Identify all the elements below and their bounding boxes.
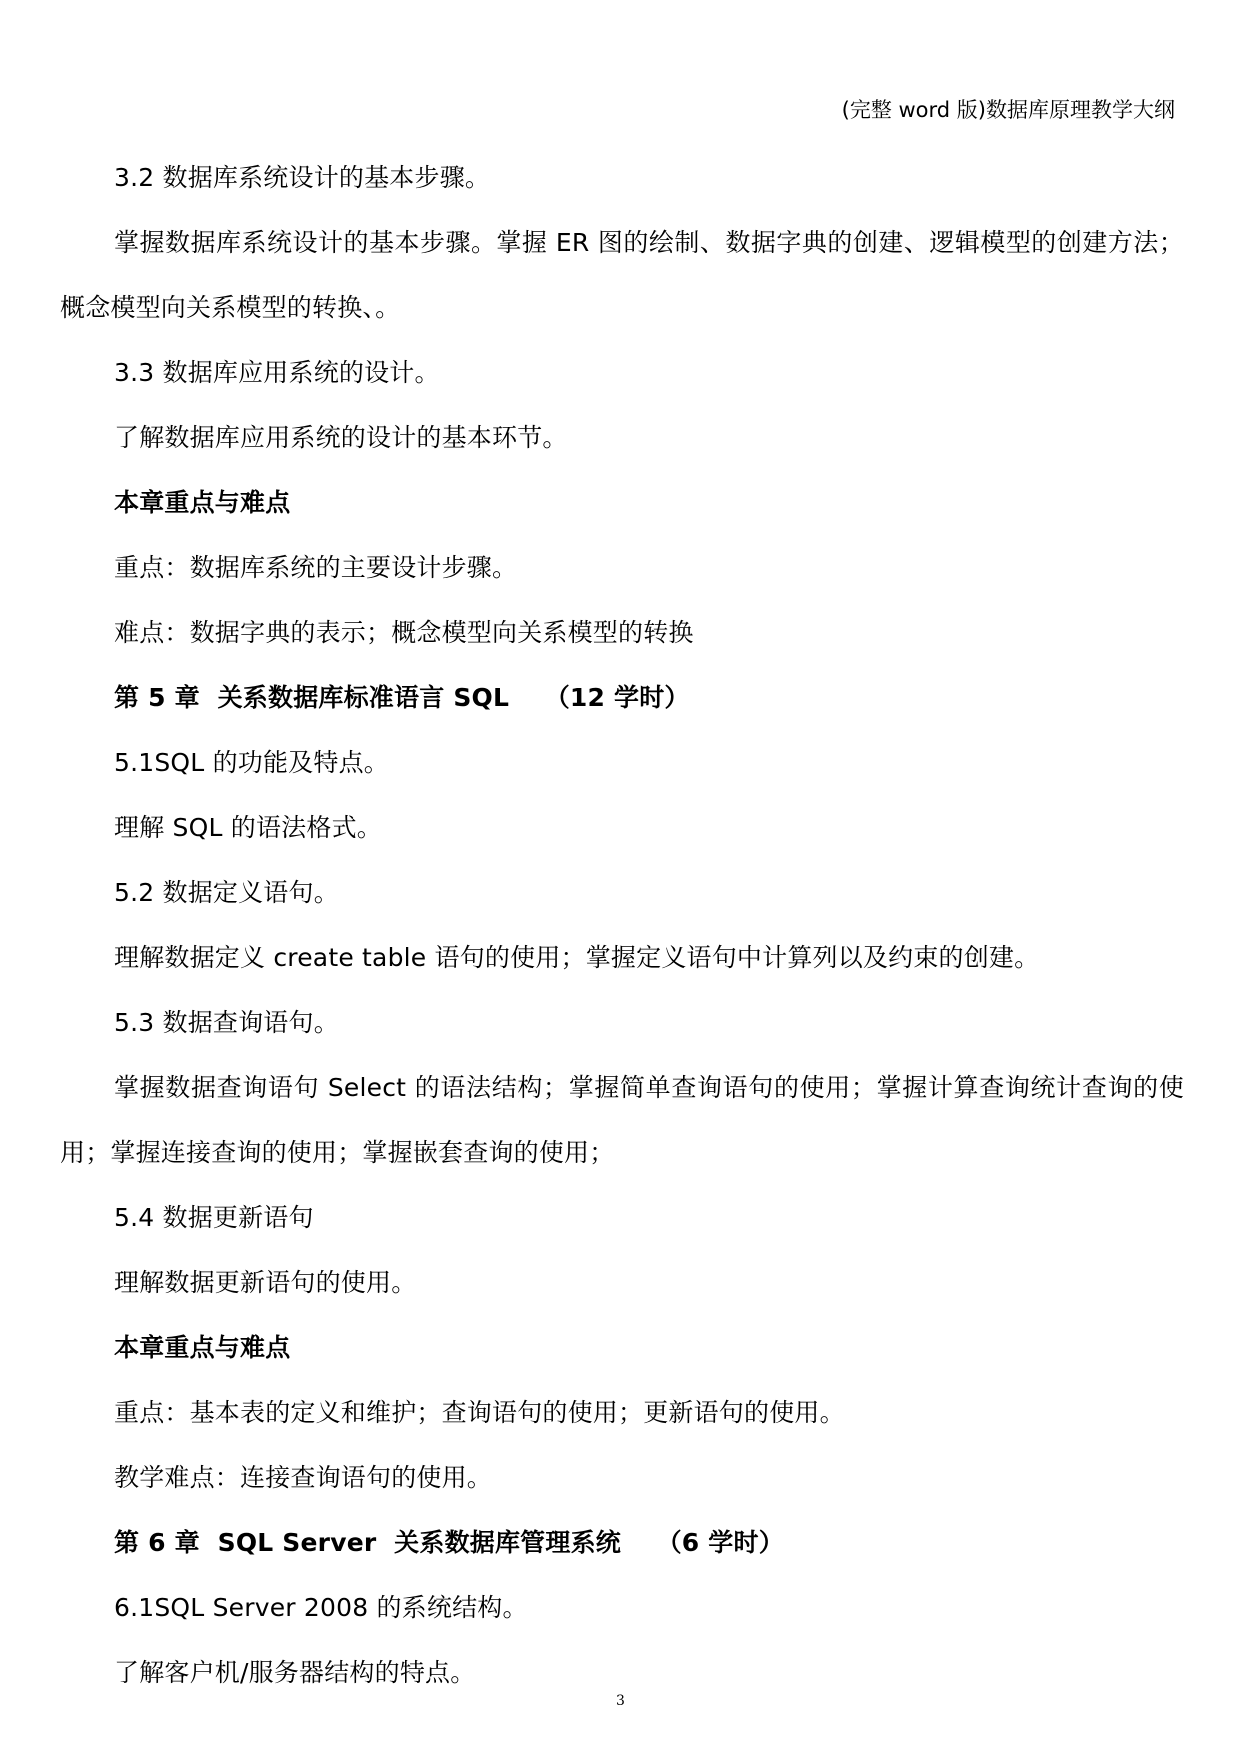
body-paragraph: 理解 SQL 的语法格式。 [114,813,382,842]
key-points-heading: 本章重点与难点 [114,1333,291,1362]
page-number: 3 [616,1693,625,1709]
body-paragraph: 掌握数据查询语句 Select 的语法结构；掌握简单查询语句的使用；掌握计算查询统计查询的使用；掌握连接查询的使用；掌握嵌套查询的使用； [60,1073,1184,1167]
chapter-6-heading: 第 6 章 SQL Server 关系数据库管理系统 （6 学时） [114,1528,784,1557]
body-paragraph: 了解客户机/服务器结构的特点。 [114,1658,476,1687]
key-point-text: 重点：数据库系统的主要设计步骤。 [114,553,518,582]
section-heading-3-2: 3.2 数据库系统设计的基本步骤。 [114,163,491,192]
difficulty-text: 教学难点：连接查询语句的使用。 [114,1463,493,1492]
section-heading-3-3: 3.3 数据库应用系统的设计。 [114,358,440,387]
body-paragraph: 理解数据更新语句的使用。 [114,1268,417,1297]
page-header: (完整 word 版)数据库原理教学大纲 [841,98,1175,122]
section-heading-5-3: 5.3 数据查询语句。 [114,1008,339,1037]
document-body [60,145,1184,1705]
body-paragraph: 掌握数据库系统设计的基本步骤。掌握 ER 图的绘制、数据字典的创建、逻辑模型的创建方法；概念模型向关系模型的转换、。 [60,228,1184,322]
body-paragraph: 理解数据定义 create table 语句的使用；掌握定义语句中计算列以及约束的创建。 [114,943,1040,972]
chapter-5-heading: 第 5 章 关系数据库标准语言 SQL （12 学时） [114,683,690,712]
body-paragraph: 了解数据库应用系统的设计的基本环节。 [114,423,568,452]
section-heading-5-1: 5.1SQL 的功能及特点。 [114,748,389,777]
section-heading-5-4: 5.4 数据更新语句 [114,1203,314,1232]
difficulty-text: 难点：数据字典的表示；概念模型向关系模型的转换 [114,618,694,647]
key-points-heading: 本章重点与难点 [114,488,291,517]
section-heading-5-2: 5.2 数据定义语句。 [114,878,339,907]
section-heading-6-1: 6.1SQL Server 2008 的系统结构。 [114,1593,528,1622]
key-point-text: 重点：基本表的定义和维护；查询语句的使用；更新语句的使用。 [114,1398,845,1427]
